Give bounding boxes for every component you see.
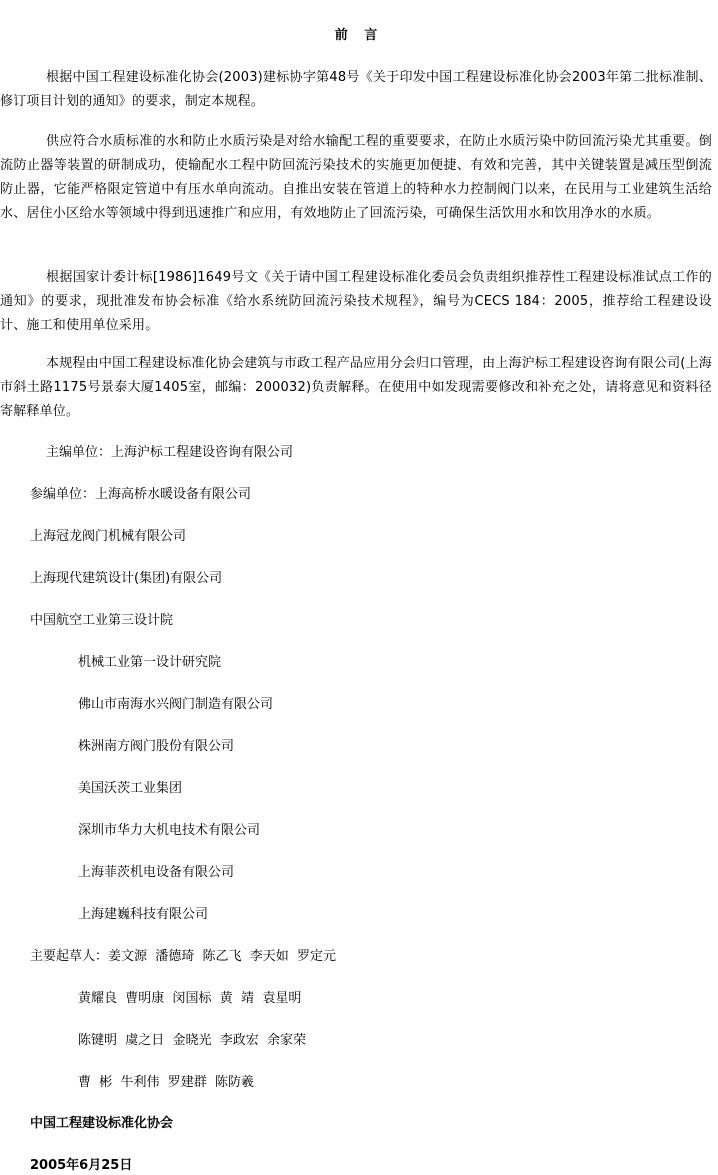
paragraph-1: 根据中国工程建设标准化协会(2003)建标协字第48号《关于印发中国工程建设标准化协会2003年第二批标准制、修订项目计划的通知》的要求，制定本规程。	[0, 70, 712, 109]
participant-item: 上海现代建筑设计(集团)有限公司	[30, 571, 223, 586]
drafters-line: 主要起草人：姜文源 潘德琦 陈乙飞 李天如 罗定元	[30, 949, 337, 964]
chief-editor-unit: 主编单位：上海沪标工程建设咨询有限公司	[46, 445, 294, 460]
participant-item: 株洲南方阀门股份有限公司	[78, 739, 235, 754]
drafters-line: 黄耀良 曹明康 闵国标 黄 靖 袁星明	[78, 991, 302, 1006]
paragraph-4: 本规程由中国工程建设标准化协会建筑与市政工程产品应用分会归口管理，由上海沪标工程建设咨询有限公司(上海市斜土路1175号景泰大厦1405室，邮编：200032)负责解释。在使用中如发现需要修改和补充之处，请将意见和资料径寄解释单位。	[0, 356, 712, 419]
participant-item: 佛山市南海水兴阀门制造有限公司	[78, 697, 274, 712]
page-title: 前 言	[334, 28, 384, 43]
participant-item: 上海冠龙阀门机械有限公司	[30, 529, 187, 544]
drafters-line: 陈键明 虞之日 金晓光 李政宏 余家荣	[78, 1033, 307, 1048]
paragraph-3: 根据国家计委计标[1986]1649号文《关于请中国工程建设标准化委员会负责组织推荐性工程建设标准试点工作的通知》的要求，现批准发布协会标准《给水系统防回流污染技术规程》，编号为CECS 184：2005，推荐给工程建设设计、施工和使用单位采用。	[0, 270, 712, 333]
participant-item: 上海建巍科技有限公司	[78, 907, 209, 922]
drafters-line: 曹 彬 牛利伟 罗建群 陈防羲	[78, 1075, 255, 1090]
participants-label: 参编单位：上海高桥水暖设备有限公司	[30, 487, 252, 502]
participant-item: 深圳市华力大机电技术有限公司	[78, 823, 261, 838]
participant-item: 上海菲茨机电设备有限公司	[78, 865, 235, 880]
participant-item: 中国航空工业第三设计院	[30, 613, 174, 628]
paragraph-2: 供应符合水质标准的水和防止水质污染是对给水输配工程的重要要求，在防止水质污染中防回流污染尤其重要。倒流防止器等装置的研制成功，使输配水工程中防回流污染技术的实施更加便捷、有效和完善，其中关键装置是减压型倒流防止器，它能严格限定管道中有压水单向流动。自推出安装在管道上的特种水力控制阀门以来，在民用与工业建筑生活给水、居住小区给水等领域中得到迅速推广和应用，有效地防止了回流污染，可确保生活饮用水和饮用净水的水质。	[0, 134, 712, 221]
participant-item: 机械工业第一设计研究院	[78, 655, 222, 670]
publisher: 中国工程建设标准化协会	[30, 1116, 174, 1131]
publish-date: 2005年6月25日	[30, 1158, 133, 1173]
participant-item: 美国沃茨工业集团	[78, 781, 183, 796]
